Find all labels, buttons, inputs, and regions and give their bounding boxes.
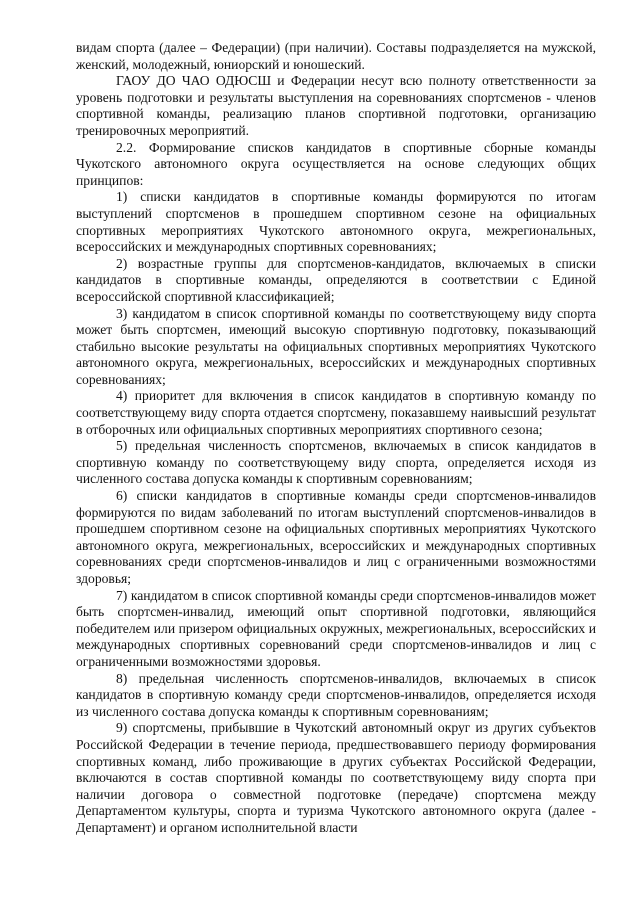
list-item-7: 7) кандидатом в список спортивной команды среди спортсменов-инвалидов может быть спортсмен-инвалид, имеющий опыт спортивной подготовки, являющийся победителем или призером официальных окружных, межрегиональных, всероссийских и международных спортивных соревнований среди спортсменов-инвалидов и лиц с ограниченными возможностями здоровья.: [76, 587, 596, 669]
list-item-8: 8) предельная численность спортсменов-инвалидов, включаемых в список кандидатов в спортивную команду среди спортсменов-инвалидов, определяется исходя из численного состава допуска команды к спортивным соревнованиям;: [76, 670, 596, 719]
list-item-6: 6) списки кандидатов в спортивные команды среди спортсменов-инвалидов формируются по видам заболеваний по итогам выступлений спортсменов-инвалидов в прошедшем спортивном сезоне на официальных спортивных мероприятиях Чукотского автономного округа, межрегиональных, всероссийских и международных спортивных соревнованиях среди спортсменов-инвалидов и лиц с ограниченными возможностями здоровья;: [76, 488, 596, 586]
list-item-5: 5) предельная численность спортсменов, включаемых в список кандидатов в спортивную команду по соответствующему виду спорта, определяется исходя из численного состава допуска команды к спортивным соревнованиям;: [76, 438, 596, 487]
list-item-9: 9) спортсмены, прибывшие в Чукотский автономный округ из других субъектов Российской Федерации в течение периода, предшествовавшего периоду формирования спортивных команд, либо проживающие в других субъектах Российской Федерации, включаются в состав спортивной команды по соответствующему виду спорта при наличии договора о совместной подготовке (передаче) спортсмена между Департаментом культуры, спорта и туризма Чукотского автономного округа (далее - Департамент) и органом исполнительной власти: [76, 720, 596, 835]
list-item-4: 4) приоритет для включения в список кандидатов в спортивную команду по соответствующему виду спорта отдается спортсмену, показавшему наивысший результат в отборочных или официальных спортивных мероприятиях спортивного сезона;: [76, 388, 596, 437]
list-item-3: 3) кандидатом в список спортивной команды по соответствующему виду спорта может быть спортсмен, имеющий высокую спортивную подготовку, показывающий стабильно высокие результаты на официальных спортивных мероприятиях Чукотского автономного округа, межрегиональных, всероссийских и международных спортивных соревнованиях;: [76, 305, 596, 387]
paragraph-responsibility: ГАОУ ДО ЧАО ОДЮСШ и Федерации несут всю полноту ответственности за уровень подготовки и результаты выступления на соревнованиях спортсменов - членов спортивной команды, реализацию планов спортивной подготовки, организацию тренировочных мероприятий.: [76, 73, 596, 138]
paragraph-federations-continuation: видам спорта (далее – Федерации) (при наличии). Составы подразделяется на мужской, женский, молодежный, юниорский и юношеский.: [76, 40, 596, 72]
paragraph-section-2-2: 2.2. Формирование списков кандидатов в спортивные сборные команды Чукотского автономного округа осуществляется на основе следующих общих принципов:: [76, 139, 596, 188]
list-item-1: 1) списки кандидатов в спортивные команды формируются по итогам выступлений спортсменов в прошедшем спортивном сезоне на официальных спортивных мероприятиях Чукотского автономного округа, межрегиональных, всероссийских и международных спортивных соревнованиях;: [76, 189, 596, 255]
list-item-2: 2) возрастные группы для спортсменов-кандидатов, включаемых в списки кандидатов в спортивные команды, определяются в соответствии с Единой всероссийской спортивной классификацией;: [76, 255, 596, 304]
document-page: [76, 40, 596, 837]
